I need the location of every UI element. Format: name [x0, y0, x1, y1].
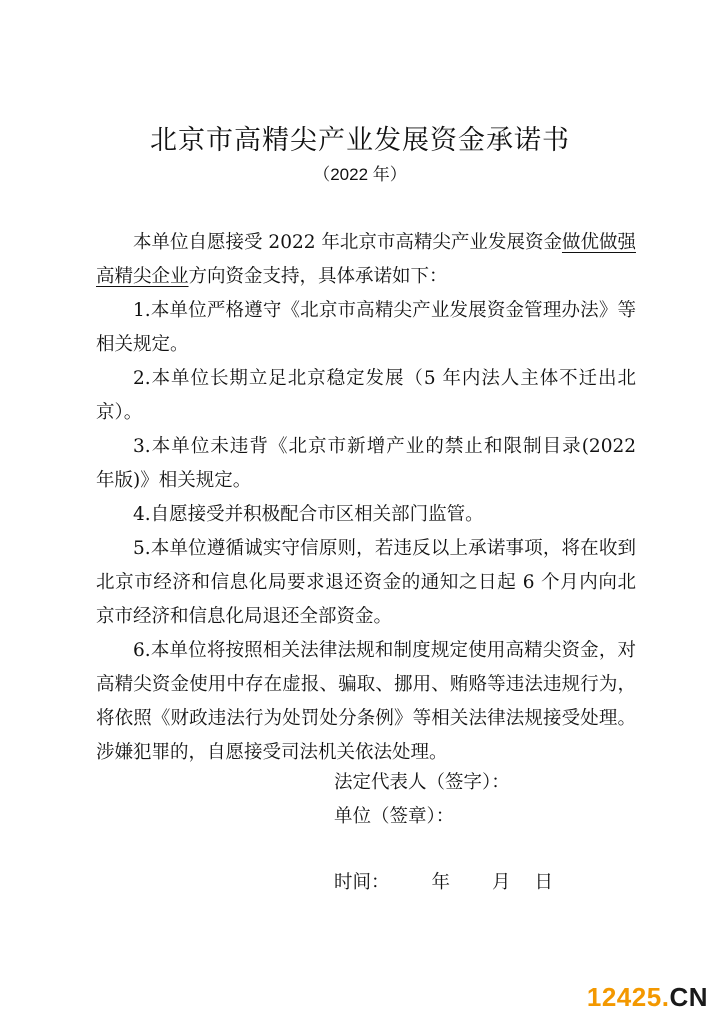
- legal-representative-signature-label: 法定代表人（签字）：: [334, 772, 510, 793]
- intro-paragraph: [96, 226, 636, 294]
- watermark-suffix: CN: [669, 982, 708, 1012]
- year-label: 年: [431, 872, 451, 893]
- commitment-item-4: 4.自愿接受并积极配合市区相关部门监管。: [133, 504, 484, 525]
- commitment-item-3: 3.本单位未违背《北京市新增产业的禁止和限制目录(2022 年版)》相关规定。: [96, 436, 636, 491]
- time-label: 时间：: [334, 872, 390, 893]
- intro-underlined-text: 做优做强高精尖企业: [96, 232, 636, 287]
- commitment-item-1: 1.本单位严格遵守《北京市高精尖产业发展资金管理办法》等相关规定。: [96, 300, 636, 355]
- commitment-item-6: 6.本单位将按照相关法律法规和制度规定使用高精尖资金，对高精尖资金使用中存在虚报、骗取、挪用、贿赂等违法违规行为，将依照《财政违法行为处罚处分条例》等相关法律法规接受处理。涉嫌犯罪的，自愿接受司法机关依法处理。: [96, 640, 636, 763]
- month-label: 月: [492, 872, 511, 893]
- document-subtitle: （2022 年）: [313, 165, 407, 184]
- signature-date-row: [334, 866, 553, 900]
- intro-text-2: 方向资金支持，具体承诺如下：: [188, 266, 448, 287]
- intro-text-1: 本单位自愿接受 2022 年北京市高精尖产业发展资金: [133, 232, 562, 253]
- document-body: [96, 226, 636, 770]
- day-label: 日: [534, 872, 554, 893]
- site-watermark-logo: [587, 982, 708, 1013]
- watermark-number: 12425: [586, 982, 662, 1012]
- document-title: 北京市高精尖产业发展资金承诺书: [150, 125, 570, 156]
- commitment-item-2: 2.本单位长期立足北京稳定发展（5 年内法人主体不迁出北京）。: [96, 368, 636, 423]
- watermark-dot: .: [661, 982, 670, 1012]
- unit-seal-label: 单位（签章）：: [334, 806, 455, 827]
- commitment-item-5: 5.本单位遵循诚实守信原则，若违反以上承诺事项，将在收到北京市经济和信息化局要求退还资金的通知之日起 6 个月内向北京市经济和信息化局退还全部资金。: [96, 538, 636, 627]
